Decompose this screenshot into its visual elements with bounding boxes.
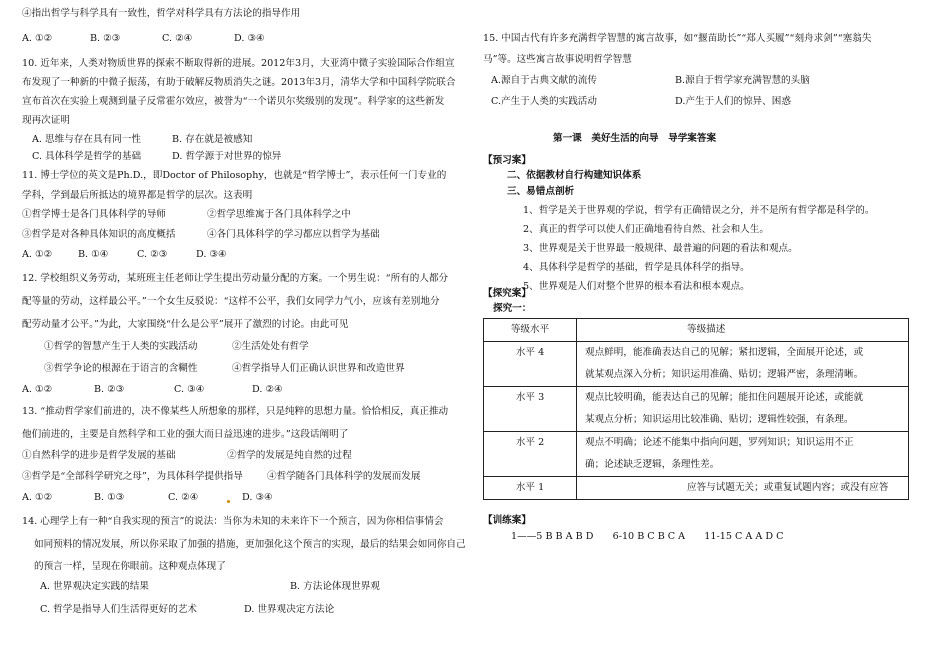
q14-line-1: 14. 心理学上有一种“自我实现的预言”的说法：当你为未知的未来许下一个预言，因为你相信事情会: [22, 516, 444, 527]
q12-line-1: 12. 学校组织义务劳动，某班班主任老师让学生提出劳动量分配的方案。一个男生说：“所有的人都分: [22, 273, 449, 284]
grade-table: [483, 318, 909, 500]
q11-option-3: ③哲学是对各种具体知识的高度概括: [22, 229, 176, 240]
q13-choice-d: D. ③④: [242, 492, 273, 503]
q11-choice-a: A. ①②: [22, 249, 53, 260]
q9-choice-d: D. ③④: [234, 33, 265, 44]
stray-mark-dot: [227, 500, 230, 503]
q11-choice-d: D. ③④: [196, 249, 227, 260]
table-row: [484, 432, 909, 477]
section-3-heading: 三、易错点剖析: [507, 186, 575, 197]
q14-option-d: D. 世界观决定方法论: [244, 604, 335, 615]
answer-key: 1——5 B B A B D 6-10 B C B C A 11-15 C A A D C: [511, 531, 784, 542]
q11-option-4: ④各门具体科学的学习都应以哲学为基础: [207, 229, 380, 240]
q13-line-2: 他们前进的，主要是自然科学和工业的强大而日益迅速的进步。”这段话阐明了: [22, 429, 349, 440]
q13-option-3: ③哲学是“全部科学研究之母”，为具体科学提供指导: [22, 471, 243, 482]
preview-heading: 【预习案】: [483, 155, 531, 166]
point-1: 1、哲学是关于世界观的学说，哲学有正确错误之分，并不是所有哲学都是科学的。: [523, 205, 875, 216]
q12-line-2: 配等量的劳动，这样最公平。”一个女生反驳说：“这样不公平，我们女同学力气小，应该有差别地分: [22, 296, 440, 307]
table-header-row: [484, 319, 909, 342]
q15-line-1: 15. 中国古代有许多充满哲学智慧的寓言故事，如“揠苗助长”“郑人买履”“刻舟求剑”“塞翁失: [483, 33, 872, 44]
section-2-heading: 二、依据教材自行构建知识体系: [507, 170, 642, 181]
row-level: 水平 4: [484, 342, 577, 387]
q14-option-c: C. 哲学是指导人们生活得更好的艺术: [40, 604, 198, 615]
q9-choice-b: B. ②③: [90, 33, 121, 44]
q13-option-2: ②哲学的发展是纯自然的过程: [227, 450, 352, 461]
row-description: [577, 342, 909, 387]
q11-choice-b: B. ①④: [78, 249, 109, 260]
point-3: 3、世界观是关于世界最一般规律、最普遍的问题的看法和观点。: [523, 243, 798, 254]
q9-choice-a: A. ①②: [22, 33, 53, 44]
point-2: 2、真正的哲学可以使人们正确地看待自然、社会和人生。: [523, 224, 769, 235]
answer-title: 第一课 美好生活的向导 导学案答案: [553, 133, 717, 144]
q15-option-d: D.产生于人们的惊异、困惑: [675, 96, 791, 107]
q13-choice-c: C. ②④: [168, 492, 199, 503]
q10-line-1: 10. 近年来，人类对物质世界的探索不断取得新的进展。2012年3月，大亚湾中微子实验国际合作组宣: [22, 58, 455, 69]
row-description-line: 确；论述缺乏逻辑，条理性差。: [585, 459, 720, 470]
row-description-line: 应答与试题无关；或重复试题内容；或没有应答: [687, 482, 889, 493]
q11-option-1: ①哲学博士是各门具体科学的导师: [22, 209, 166, 220]
q10-line-3: 宣布首次在实验上观测到量子反常霍尔效应，被誉为“一个诺贝尔奖级别的发现”。科学家的这些新发: [22, 96, 445, 107]
row-level: 水平 3: [484, 387, 577, 432]
q13-choice-a: A. ①②: [22, 492, 53, 503]
row-description-line: 观点比较明确，能表达自己的见解；能扣住问题展开论述，或能就: [585, 392, 864, 403]
q14-line-2: 如同预料的情况发展，所以你采取了加强的措施，更加强化这个预言的实现，最后的结果会如同你自己: [34, 539, 466, 550]
point-5: 5、世界观是人们对整个世界的根本看法和根本观点。: [523, 281, 750, 292]
explore-one-label: 探究一：: [493, 303, 532, 314]
q12-choice-c: C. ③④: [174, 384, 205, 395]
q12-line-3: 配劳动量才公平。”为此，大家围绕“什么是公平”展开了激烈的讨论。由此可见: [22, 319, 349, 330]
q14-line-3: 的预言一样，呈现在你眼前。这种观点体现了: [34, 561, 226, 572]
q11-choice-c: C. ②③: [137, 249, 168, 260]
q13-option-4: ④哲学随各门具体科学的发展而发展: [267, 471, 421, 482]
q10-line-2: 布发现了一种新的中微子振荡，有助于破解反物质消失之谜。2013年3月，清华大学和中国科学院联合: [22, 77, 456, 88]
q12-option-1: ①哲学的智慧产生于人类的实践活动: [44, 341, 198, 352]
q10-option-d: D. 哲学源于对世界的惊异: [172, 151, 282, 162]
q9-option-4: ④指出哲学与科学具有一致性，哲学对科学具有方法论的指导作用: [22, 8, 301, 19]
q11-line-1: 11. 博士学位的英文是Ph.D.，即Doctor of Philosophy，也就是“哲学博士”，表示任何一门专业的: [22, 170, 447, 181]
row-description-line: 就某观点深入分析；知识运用准确、贴切；逻辑严密，条理清晰。: [585, 369, 864, 380]
q13-option-1: ①自然科学的进步是哲学发展的基础: [22, 450, 176, 461]
q15-line-2: 马”等。这些寓言故事说明哲学智慧: [483, 54, 632, 65]
row-description: [577, 432, 909, 477]
q15-option-a: A.源自于古典文献的流传: [491, 75, 597, 86]
row-description: [577, 387, 909, 432]
q13-choice-b: B. ①③: [94, 492, 125, 503]
row-level: 水平 2: [484, 432, 577, 477]
q10-option-c: C. 具体科学是哲学的基础: [32, 151, 142, 162]
row-description-line: 某观点分析；知识运用比较准确、贴切；逻辑性较强，有条理。: [585, 414, 854, 425]
table-row: [484, 387, 909, 432]
table-row: [484, 477, 909, 500]
q14-option-b: B. 方法论体现世界观: [290, 581, 380, 592]
q12-option-3: ③哲学争论的根源在于语言的含糊性: [44, 363, 198, 374]
row-description-line: 观点不明确；论述不能集中指向问题，罗列知识；知识运用不正: [585, 437, 854, 448]
training-heading: 【训练案】: [483, 515, 531, 526]
q15-option-c: C.产生于人类的实践活动: [491, 96, 597, 107]
header-level: 等级水平: [484, 319, 577, 342]
q12-choice-d: D. ②④: [252, 384, 283, 395]
q14-option-a: A. 世界观决定实践的结果: [40, 581, 149, 592]
explore-heading: 【探究案】: [483, 288, 531, 299]
table-row: [484, 342, 909, 387]
row-description: [577, 477, 909, 500]
q12-option-2: ②生活处处有哲学: [232, 341, 309, 352]
q13-line-1: 13. “推动哲学家们前进的，决不像某些人所想象的那样，只是纯粹的思想力量。恰恰相反，真正推动: [22, 406, 449, 417]
row-level: 水平 1: [484, 477, 577, 500]
q10-line-4: 现再次证明: [22, 115, 70, 126]
q12-choice-a: A. ①②: [22, 384, 53, 395]
header-description: 等级描述: [577, 319, 909, 342]
q11-option-2: ②哲学思维寓于各门具体科学之中: [207, 209, 351, 220]
q15-option-b: B.源自于哲学家充满智慧的头脑: [675, 75, 810, 86]
row-description-line: 观点鲜明，能准确表达自己的见解；紧扣逻辑，全面展开论述，或: [585, 347, 864, 358]
q10-option-a: A. 思维与存在具有同一性: [32, 134, 141, 145]
q10-option-b: B. 存在就是被感知: [172, 134, 253, 145]
q12-choice-b: B. ②③: [94, 384, 125, 395]
q9-choice-c: C. ②④: [162, 33, 193, 44]
q12-option-4: ④哲学指导人们正确认识世界和改造世界: [232, 363, 405, 374]
q11-line-2: 学科，学到最后所抵达的境界都是哲学的层次。这表明: [22, 190, 253, 201]
point-4: 4、具体科学是哲学的基础，哲学是具体科学的指导。: [523, 262, 750, 273]
